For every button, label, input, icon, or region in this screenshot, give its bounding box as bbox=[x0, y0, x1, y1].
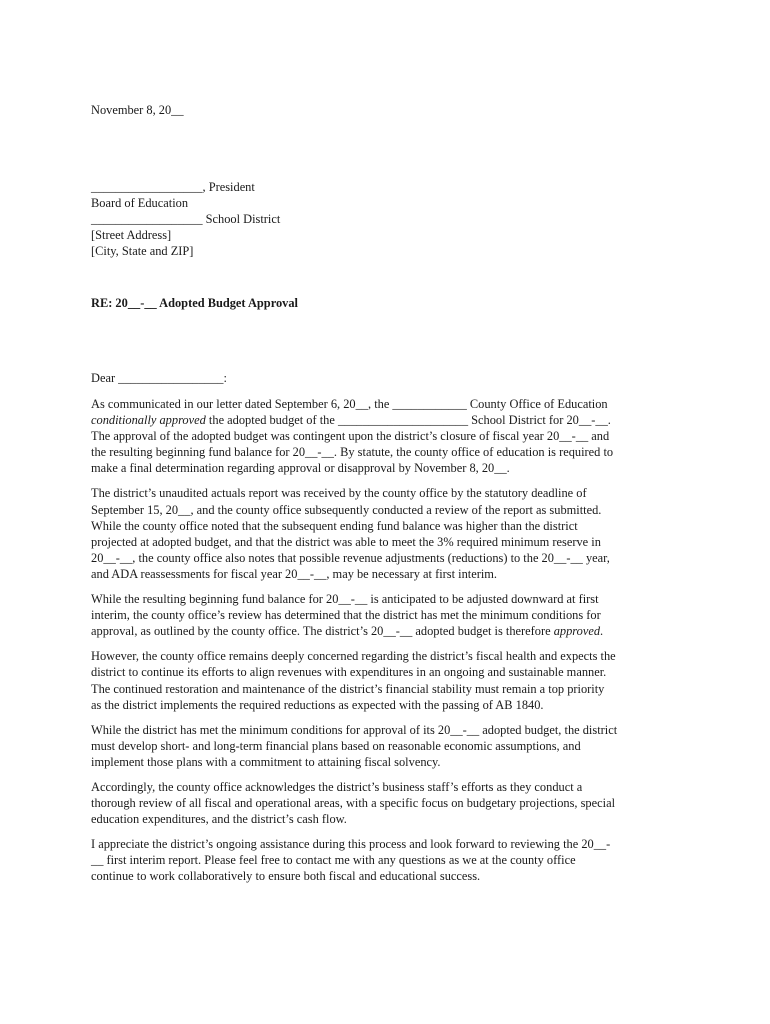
text-line: implement those plans with a commitment to attaining fiscal solvency. bbox=[91, 754, 441, 769]
text-line: While the district has met the minimum conditions for approval of its 20__-__ adopted budget, the district bbox=[91, 722, 618, 737]
text-line: While the county office noted that the subsequent ending fund balance was higher than the district bbox=[91, 518, 578, 533]
address-line: __________________ School District bbox=[91, 212, 281, 226]
text-line: the adopted budget of the _____________________ School District for 20__-__. bbox=[205, 413, 611, 428]
text-line: approval, as outlined by the county office. The district’s 20__-__ adopted budget is therefore bbox=[91, 624, 554, 639]
text-line: as the district implements the required reductions as expected with the passing of AB 1840. bbox=[91, 697, 544, 712]
recipient-address-block bbox=[91, 179, 280, 259]
text-line: must develop short- and long-term financial plans based on reasonable economic assumptions, and bbox=[91, 738, 581, 753]
text-line: projected at adopted budget, and that the district was able to meet the 3% required minimum reserve in bbox=[91, 534, 601, 549]
text-line: Accordingly, the county office acknowledges the district’s business staff’s efforts as they conduct a bbox=[91, 779, 583, 794]
letter-body bbox=[91, 396, 681, 894]
text-line: I appreciate the district’s ongoing assistance during this process and look forward to reviewing the 20__- bbox=[91, 837, 611, 852]
text-line: September 15, 20__, and the county office subsequently conducted a review of the report as submitted. bbox=[91, 502, 602, 517]
text-line: However, the county office remains deeply concerned regarding the district’s fiscal health and expects the bbox=[91, 649, 616, 664]
subject-line: RE: 20__-__ Adopted Budget Approval bbox=[91, 296, 299, 310]
letter-date: November 8, 20__ bbox=[91, 103, 184, 117]
paragraph-5 bbox=[91, 722, 681, 770]
text-line: continue to work collaboratively to ensure both fiscal and educational success. bbox=[91, 869, 481, 884]
text-line: While the resulting beginning fund balance for 20__-__ is anticipated to be adjusted downward at first bbox=[91, 592, 599, 607]
text-line: The approval of the adopted budget was contingent upon the district’s closure of fiscal year 20__-__ and bbox=[91, 429, 610, 444]
address-line: [Street Address] bbox=[91, 228, 172, 242]
text-line: 20__-__, the county office also notes that possible revenue adjustments (reductions) to the 20__-__ year, bbox=[91, 550, 610, 565]
address-line: [City, State and ZIP] bbox=[91, 244, 194, 258]
salutation: Dear _________________: bbox=[91, 371, 227, 385]
paragraph-1 bbox=[91, 396, 681, 476]
emphasis-approved: approved bbox=[553, 624, 601, 639]
paragraph-7 bbox=[91, 836, 681, 884]
text-line: The district’s unaudited actuals report was received by the county office by the statutory deadline of bbox=[91, 486, 587, 501]
address-line: __________________, President bbox=[91, 180, 255, 194]
text-line: education expenditures, and the district’s cash flow. bbox=[91, 812, 347, 827]
text-line: . bbox=[600, 624, 604, 639]
paragraph-6 bbox=[91, 779, 681, 827]
emphasis-conditionally-approved: conditionally approved bbox=[91, 413, 206, 428]
text-line: The continued restoration and maintenance of the district’s financial stability must remain a top priority bbox=[91, 681, 605, 696]
paragraph-2 bbox=[91, 485, 681, 582]
paragraph-4 bbox=[91, 648, 681, 712]
text-line: district to continue its efforts to align revenues with expenditures in an ongoing and sustainable manner. bbox=[91, 665, 607, 680]
text-line: thorough review of all fiscal and operational areas, with a specific focus on budgetary projections, special bbox=[91, 796, 616, 811]
text-line: and ADA reassessments for fiscal year 20__-__, may be necessary at first interim. bbox=[91, 566, 498, 581]
text-line: interim, the county office’s review has determined that the district has met the minimum conditions for bbox=[91, 608, 601, 623]
address-line: Board of Education bbox=[91, 196, 189, 210]
paragraph-3 bbox=[91, 591, 681, 639]
text-line: __ first interim report. Please feel free to contact me with any questions as we at the county office bbox=[91, 853, 576, 868]
text-line: make a final determination regarding approval or disapproval by November 8, 20__. bbox=[91, 461, 510, 476]
text-line: As communicated in our letter dated September 6, 20__, the ____________ County Office of Education bbox=[91, 397, 608, 411]
text-line: the resulting beginning fund balance for 20__-__. By statute, the county office of education is required to bbox=[91, 445, 614, 460]
